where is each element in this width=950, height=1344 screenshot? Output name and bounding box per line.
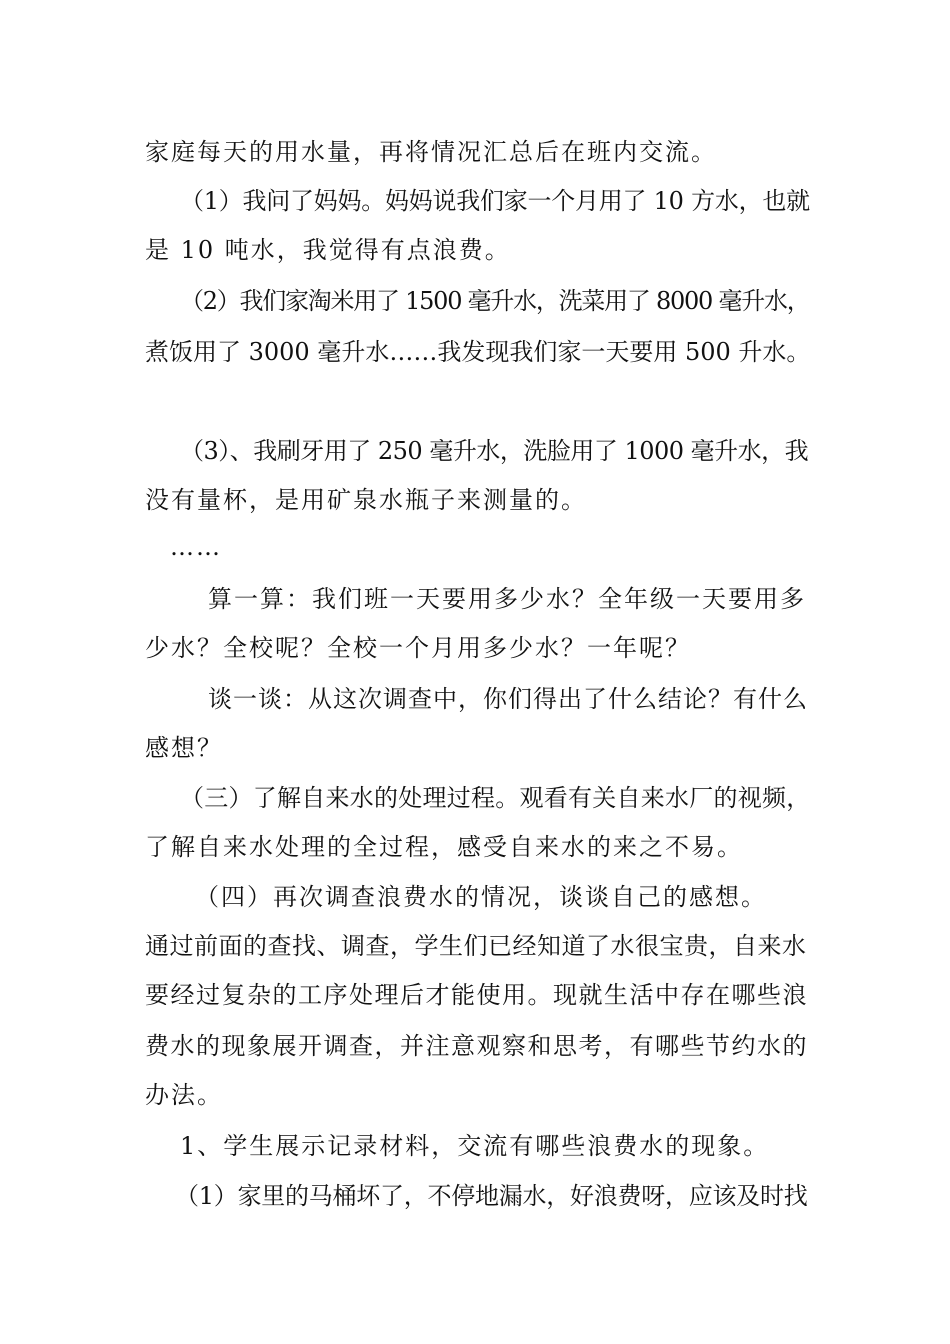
text-line: （1）我问了妈妈。妈妈说我们家一个月用了 10 方水，也就 (180, 187, 810, 215)
text-line: 谈一谈：从这次调查中，你们得出了什么结论？有什么 (208, 685, 808, 713)
text-line: 费水的现象展开调查，并注意观察和思考，有哪些节约水的 (145, 1032, 808, 1060)
text-line: 算一算：我们班一天要用多少水？全年级一天要用多 (208, 585, 806, 613)
text-line: 家庭每天的用水量，再将情况汇总后在班内交流。 (145, 138, 717, 166)
text-line: （3）、我刷牙用了 250 毫升水，洗脸用了 1000 毫升水，我 (180, 437, 809, 465)
text-line: …… (170, 533, 222, 561)
text-line: 没有量杯，是用矿泉水瓶子来测量的。 (145, 486, 587, 514)
text-line: 通过前面的查找、调查，学生们已经知道了水很宝贵，自来水 (145, 932, 807, 960)
text-line: （1）家里的马桶坏了，不停地漏水，好浪费呀，应该及时找 (175, 1182, 808, 1210)
text-line: （2）我们家淘米用了 1500 毫升水，洗菜用了 8000 毫升水， (180, 287, 810, 315)
text-line: 是 10 吨水，我觉得有点浪费。 (145, 236, 511, 264)
text-line: （三）了解自来水的处理过程。观看有关自来水厂的视频， (180, 784, 811, 812)
text-line: 办法。 (145, 1081, 223, 1109)
text-line: 要经过复杂的工序处理后才能使用。现就生活中存在哪些浪 (145, 981, 808, 1009)
text-line: 1、学生展示记录材料，交流有哪些浪费水的现象。 (180, 1132, 770, 1160)
text-line: （四）再次调查浪费水的情况，谈谈自己的感想。 (195, 883, 767, 911)
text-line: 了解自来水处理的全过程，感受自来水的来之不易。 (145, 833, 743, 861)
text-line: 感想？ (145, 734, 223, 762)
text-line: 少水？全校呢？全校一个月用多少水？一年呢？ (145, 634, 691, 662)
text-line: 煮饭用了 3000 毫升水……我发现我们家一天要用 500 升水。 (145, 338, 811, 366)
